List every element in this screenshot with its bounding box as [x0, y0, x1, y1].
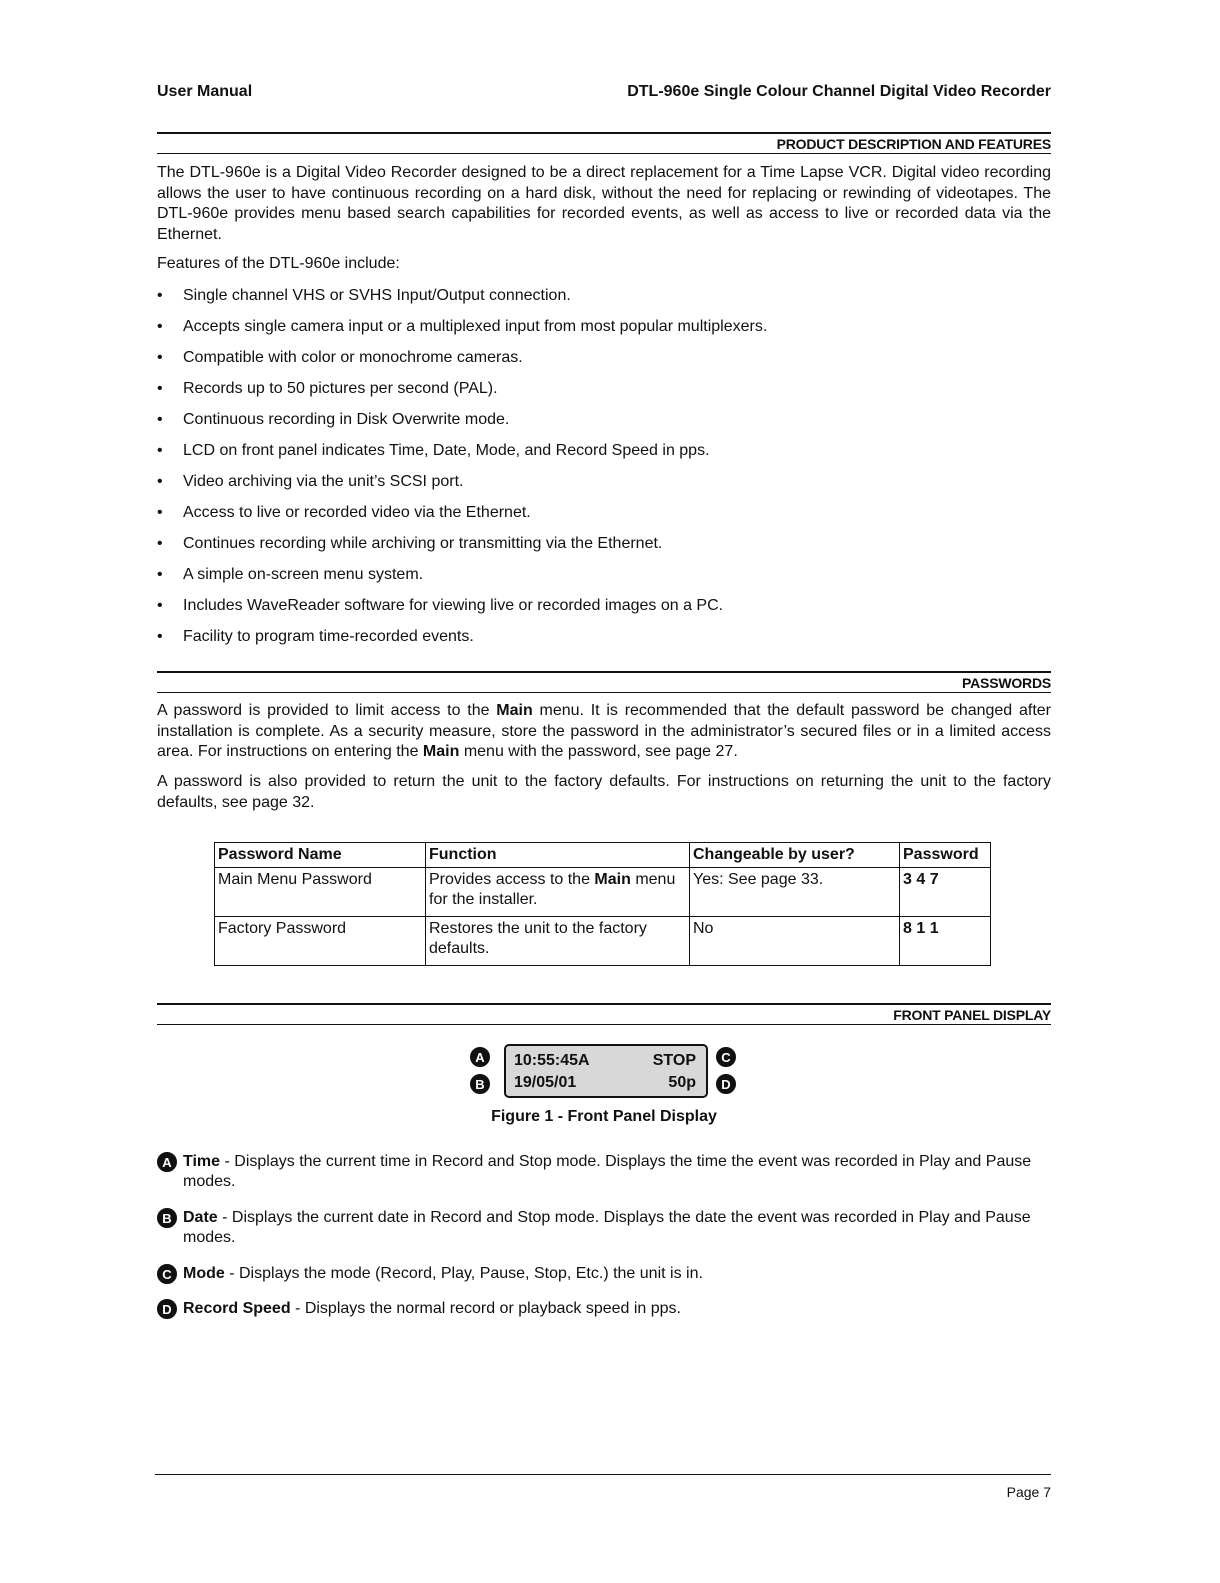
- table-cell: Factory Password: [215, 917, 426, 966]
- figure-caption: Figure 1 - Front Panel Display: [491, 1108, 717, 1125]
- list-item: • Accepts single camera input or a multiplexed input from most popular multiplexers.: [157, 317, 1051, 348]
- list-item: • A simple on-screen menu system.: [157, 565, 1051, 596]
- legend-term: Time: [183, 1153, 221, 1170]
- header-right: DTL-960e Single Colour Channel Digital Video Recorder: [627, 83, 1051, 100]
- legend-text: [183, 1152, 1051, 1192]
- features-intro: Features of the DTL-960e include:: [157, 255, 400, 272]
- callout-d-icon: D: [157, 1299, 177, 1319]
- callout-d-icon: D: [716, 1074, 736, 1094]
- section-heading-product: [157, 132, 1051, 154]
- legend-term: Date: [183, 1209, 218, 1226]
- list-item: • Facility to program time-recorded events.: [157, 627, 1051, 658]
- callout-b-icon: B: [157, 1208, 177, 1228]
- page-number: Page 7: [1006, 1484, 1051, 1500]
- section-title: FRONT PANEL DISPLAY: [893, 1007, 1051, 1023]
- text-run: Provides access to the: [429, 871, 595, 888]
- front-panel-figure: [470, 1044, 740, 1104]
- list-item: • Access to live or recorded video via the Ethernet.: [157, 503, 1051, 534]
- text-run: menu for the installer.: [429, 871, 676, 908]
- legend-item-mode: [157, 1264, 1051, 1284]
- product-intro: The DTL-960e is a Digital Video Recorder designed to be a direct replacement for a Time Lapse VCR. Digital video recording allows the user to have continuous recording on a hard disk, without the need for replacing or rewinding of videotapes. The DTL-960e provides menu based search capabilities for recorded events, as well as access to live or recorded data via the Ethernet.: [157, 164, 1051, 243]
- column-header: Password: [900, 843, 991, 868]
- callout-a-icon: A: [470, 1047, 490, 1067]
- table-cell: Restores the unit to the factory defaults.: [426, 917, 690, 966]
- legend-item-record-speed: [157, 1299, 1051, 1319]
- column-header: Password Name: [215, 843, 426, 868]
- header-left: User Manual: [157, 83, 253, 100]
- legend-desc: - Displays the mode (Record, Play, Pause, Stop, Etc.) the unit is in.: [224, 1265, 703, 1282]
- legend-desc: - Displays the current date in Record and Stop mode. Displays the date the event was recorded in Play and Pause modes.: [183, 1209, 1031, 1246]
- lcd-speed: 50p: [668, 1074, 696, 1091]
- text-run: A password is provided to limit access to the: [157, 702, 497, 719]
- list-item: • Includes WaveReader software for viewing live or recorded images on a PC.: [157, 596, 1051, 627]
- legend-item-time: [157, 1152, 1051, 1192]
- text-run-bold: Main: [594, 871, 631, 888]
- password-table: [214, 842, 991, 966]
- features-list: [157, 286, 1051, 658]
- list-item: • Continuous recording in Disk Overwrite mode.: [157, 410, 1051, 441]
- table-cell: 8 1 1: [900, 917, 991, 966]
- column-header: Function: [426, 843, 690, 868]
- legend-text: [183, 1264, 1051, 1284]
- list-item: • Continues recording while archiving or transmitting via the Ethernet.: [157, 534, 1051, 565]
- lcd-date: 19/05/01: [514, 1074, 577, 1091]
- list-item: • Video archiving via the unit’s SCSI port.: [157, 472, 1051, 503]
- table-cell: No: [690, 917, 900, 966]
- section-title: PASSWORDS: [962, 675, 1051, 691]
- legend-term: Mode: [183, 1265, 225, 1282]
- list-item: • Records up to 50 pictures per second (PAL).: [157, 379, 1051, 410]
- table-row: [215, 868, 991, 917]
- passwords-paragraph-2: A password is also provided to return the unit to the factory defaults. For instructions on returning the unit to the factory defaults, see page 32.: [157, 773, 1051, 811]
- footer-divider: [155, 1474, 1051, 1475]
- callout-c-icon: C: [716, 1047, 736, 1067]
- callout-a-icon: A: [157, 1152, 177, 1172]
- section-heading-passwords: [157, 671, 1051, 693]
- column-header: Changeable by user?: [690, 843, 900, 868]
- callout-c-icon: C: [157, 1264, 177, 1284]
- table-cell: 3 4 7: [900, 868, 991, 917]
- list-item: • Compatible with color or monochrome cameras.: [157, 348, 1051, 379]
- text-run: menu. It is recommended that the default password be changed after installation is complete. As a security measure, store the password in the administrator’s secured files or in a limited access area. For instructions on entering the: [157, 702, 1051, 760]
- table-cell: Main Menu Password: [215, 868, 426, 917]
- text-run-bold: Main: [496, 702, 533, 719]
- legend-desc: - Displays the current time in Record and Stop mode. Displays the time the event was recorded in Play and Pause modes.: [183, 1153, 1032, 1190]
- section-heading-front-panel: [157, 1003, 1051, 1025]
- legend-text: [183, 1208, 1051, 1248]
- callout-b-icon: B: [470, 1074, 490, 1094]
- text-run-bold: Main: [422, 743, 460, 760]
- running-header: [157, 83, 1051, 105]
- legend-item-date: [157, 1208, 1051, 1248]
- legend-desc: - Displays the normal record or playback speed in pps.: [290, 1300, 681, 1317]
- list-item: • LCD on front panel indicates Time, Date, Mode, and Record Speed in pps.: [157, 441, 1051, 472]
- lcd-time: 10:55:45A: [514, 1052, 590, 1069]
- lcd-mode: STOP: [652, 1052, 696, 1069]
- section-title: PRODUCT DESCRIPTION AND FEATURES: [776, 136, 1051, 152]
- text-run: menu with the password, see page 27.: [459, 743, 738, 760]
- legend-text: [183, 1299, 1051, 1319]
- table-cell: [426, 868, 690, 917]
- table-header-row: [215, 843, 991, 868]
- table-row: [215, 917, 991, 966]
- passwords-paragraph-1: [157, 701, 1051, 763]
- list-item: • Single channel VHS or SVHS Input/Output connection.: [157, 286, 1051, 317]
- legend-term: Record Speed: [183, 1300, 291, 1317]
- table-cell: Yes: See page 33.: [690, 868, 900, 917]
- lcd-display: [504, 1044, 708, 1098]
